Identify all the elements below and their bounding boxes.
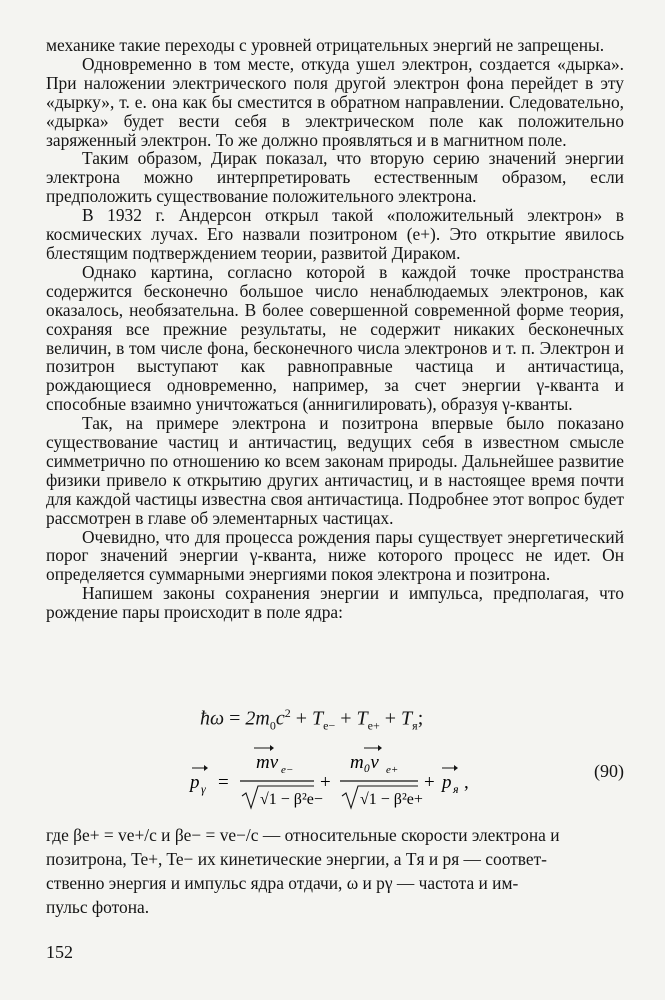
text-line: ственно энергия и импульс ядра отдачи, ω и pγ — частота и им- xyxy=(46,873,519,893)
paragraph: механике такие переходы с уровней отрицательных энергий не запрещены. xyxy=(46,35,605,55)
eq2-frac1-den: √1 − β²e− xyxy=(260,791,323,808)
eq1-equals: = xyxy=(229,707,241,730)
paragraph: Таким образом, Дирак показал, что вторую серию значений энергии электрона можно интерпретировать естественным образом, если предположить существование положительного электрона. xyxy=(46,148,624,207)
eq2-frac1-num: mv xyxy=(256,752,279,773)
paragraph: Так, на примере электрона и позитрона впервые было показано существование частиц и античастиц, ведущих себя в известном смысле симметрично по отношению ко всем законам природы. Дальнейшее развитие физики привело к открытию других античастиц, и в настоящее время почти для каждой частицы известна своя античастица. Подробнее этот вопрос будет рассмотрен в главе об элементарных частицах. xyxy=(46,413,624,528)
svg-text:+: + xyxy=(320,772,331,793)
paragraph: В 1932 г. Андерсон открыл такой «положительный электрон» в космических лучах. Его назвали позитроном (e+). Это открытие явилось блестящим подтверждением теории, развитой Дираком. xyxy=(46,205,624,263)
vector-arrow-icon xyxy=(454,765,458,771)
eq2-lhs: p xyxy=(190,772,200,793)
text-line: пульс фотона. xyxy=(46,897,150,917)
eq1-term-sub: я xyxy=(412,718,418,733)
body-text xyxy=(46,36,624,622)
eq2-frac1-num-sub: e− xyxy=(281,764,294,776)
paragraph: Одновременно в том месте, откуда ушел электрон, создается «дырка». При наложении электрического поля другой электрон фона перейдет в эту «дырку», т. е. она как бы сместится в обратном направлении. Следовательно, «дырка» будет вести себя в электрическом поле как положительно заряженный электрон. То же должно проявляться и в магнитном поле. xyxy=(46,53,624,150)
paragraph: Напишем законы сохранения энергии и импульса, предполагая, что рождение пары происходит в поле ядра: xyxy=(46,583,624,623)
eq2-last: p xyxy=(442,772,452,793)
eq2-lhs-sub: γ xyxy=(201,782,206,796)
eq2-frac2-den: √1 − β²e+ xyxy=(360,791,423,808)
eq1-coef-sup: 2 xyxy=(284,706,291,720)
eq2-frac2-num-sub: e+ xyxy=(386,764,399,776)
paragraph: Однако картина, согласно которой в каждой точке пространства содержится бесконечно большое число ненаблюдаемых электронов, как оказалось, необязательна. В более совершенной современной форме теория, сохраняя все прежние результаты, не содержит никаких бесконечных величин, в том числе фона, бесконечного числа электронов и т. п. Электрон и позитрон выступают как равноправные частица и античастица, рождающиеся одновременно, например, за счет энергии γ-кванта и способные взаимно уничтожаться (аннигилировать), образуя γ-кванты. xyxy=(46,261,624,415)
svg-text:=: = xyxy=(218,772,229,793)
eq1-coef-sub: 0 xyxy=(269,718,276,733)
momentum-conservation-equation xyxy=(190,744,630,814)
vector-arrow-icon xyxy=(204,765,208,771)
energy-conservation-equation: ħω = $2m_0c^2 + T_{e-} + T_{e+} + T_я$; xyxy=(200,706,424,733)
eq1-term-sub: e+ xyxy=(367,718,380,733)
svg-text:+: + xyxy=(424,772,435,793)
eq1-term-sym: T xyxy=(312,707,324,730)
definitions-text xyxy=(46,823,624,919)
eq1-term-sym: T xyxy=(356,707,368,730)
text-line: где βe+ = ve+/c и βe− = ve−/c — относительные скорости электрона и xyxy=(46,825,560,845)
text-line: позитрона, Te+, Te− их кинетические энергии, а Tя и pя — соответ- xyxy=(46,849,547,869)
svg-text:,: , xyxy=(464,772,469,793)
eq1-coef: 2m xyxy=(245,707,270,730)
equation-number: (90) xyxy=(594,761,624,781)
page-number: 152 xyxy=(46,942,73,962)
eq1-term-sub: e− xyxy=(323,718,336,733)
eq1-lhs: ħω xyxy=(200,707,225,730)
eq1-coef-rest: c xyxy=(275,707,285,730)
eq2-frac2-num: m₀v xyxy=(350,752,379,773)
paragraph: Очевидно, что для процесса рождения пары существует энергетический порог значений энергии γ-кванта, ниже которого процесс не идет. Он определяется суммарными энергиями покоя электрона и позитрона. xyxy=(46,526,624,585)
eq1-term-sym: T xyxy=(401,707,413,730)
eq2-last-sub: я xyxy=(453,782,459,796)
vector-arrow-icon xyxy=(378,745,382,751)
eq1-end: ; xyxy=(417,707,424,730)
vector-arrow-icon xyxy=(270,745,274,751)
